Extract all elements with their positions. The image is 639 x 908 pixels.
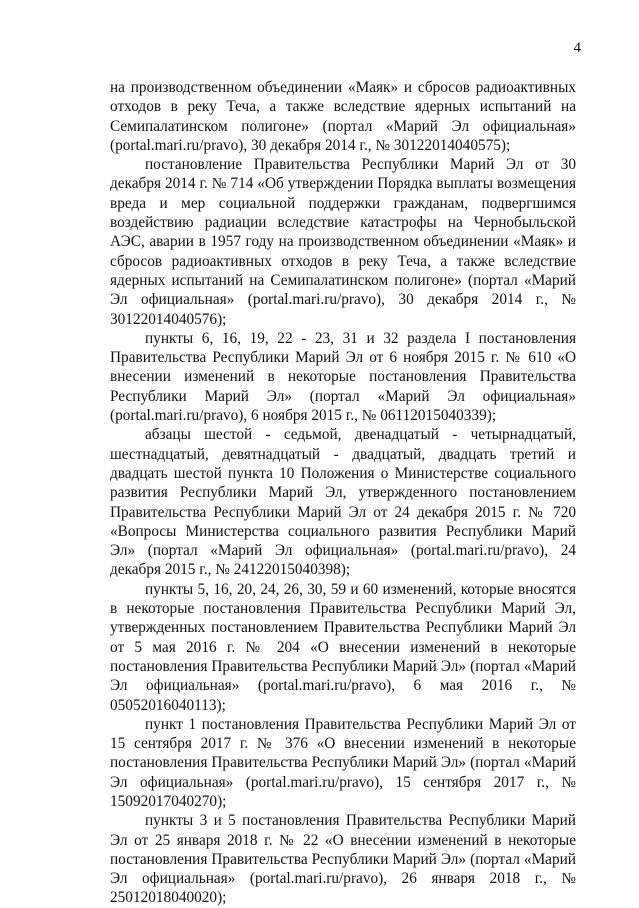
paragraph-resolution-720: абзацы шестой - седьмой, двенадцатый - четырнадцатый, шестнадцатый, девятнадцатый - двадцатый, двадцать третий и двадцать шестой пункта 10 Положения о Министерстве социального развития Республики Марий Эл, утвержденного постановлением Правительства Республики Марий Эл от 24 декабря 2015 г. № 720 «Вопросы Министерства социального развития Республики Марий Эл» (портал «Марий Эл официальная» (portal.mari.ru/pravo), 24 декабря 2015 г., № 24122015040398); bbox=[110, 426, 576, 579]
paragraph-resolution-376: пункт 1 постановления Правительства Республики Марий Эл от 15 сентября 2017 г. № 376 «О внесении изменений в некоторые постановления Правительства Республики Марий Эл» (портал «Марий Эл официальная» (portal.mari.ru/pravo), 15 сентября 2017 г., № 15092017040270); bbox=[110, 715, 576, 810]
paragraph-continuation: на производственном объединении «Маяк» и сбросов радиоактивных отходов в реку Теча, а также вследствие ядерных испытаний на Семипалатинском полигоне» (портал «Марий Эл официальная» (portal.mari.ru/pravo), 30 декабря 2014 г., № 30122014040575); bbox=[110, 79, 576, 154]
page-number: 4 bbox=[573, 40, 581, 56]
paragraph-resolution-22: пункты 3 и 5 постановления Правительства Республики Марий Эл от 25 января 2018 г. № 22 «О внесении изменений в некоторые постановления Правительства Республики Марий Эл» (портал «Марий Эл официальная» (portal.mari.ru/pravo), 26 января 2018 г., № 25012018040020); bbox=[110, 812, 576, 907]
paragraph-resolution-714: постановление Правительства Республики Марий Эл от 30 декабря 2014 г. № 714 «Об утверждении Порядка выплаты возмещения вреда и мер социальной поддержки гражданам, подвергшимся воздействию радиации вследствие катастрофы на Чернобыльской АЭС, аварии в 1957 году на производственном объединении «Маяк» и сбросов радиоактивных отходов в реку Теча, а также вследствие ядерных испытаний на Семипалатинском полигоне» (портал «Марий Эл официальная» (portal.mari.ru/pravo), 30 декабря 2014 г., № 30122014040576); bbox=[110, 156, 576, 328]
paragraph-resolution-610: пункты 6, 16, 19, 22 - 23, 31 и 32 раздела I постановления Правительства Республики Марий Эл от 6 ноября 2015 г. № 610 «О внесении изменений в некоторые постановления Правительства Республики Марий Эл» (портал «Марий Эл официальная» (portal.mari.ru/pravo), 6 ноября 2015 г., № 06112015040339); bbox=[110, 329, 576, 425]
paragraph-resolution-204: пункты 5, 16, 20, 24, 26, 30, 59 и 60 изменений, которые вносятся в некоторые постановления Правительства Республики Марий Эл, утвержденных постановлением Правительства Республики Марий Эл от 5 мая 2016 г. № 204 «О внесении изменений в некоторые постановления Правительства Республики Марий Эл» (портал «Марий Эл официальная» (portal.mari.ru/pravo), 6 мая 2016 г., № 05052016040113); bbox=[110, 580, 576, 714]
document-body bbox=[110, 78, 576, 908]
